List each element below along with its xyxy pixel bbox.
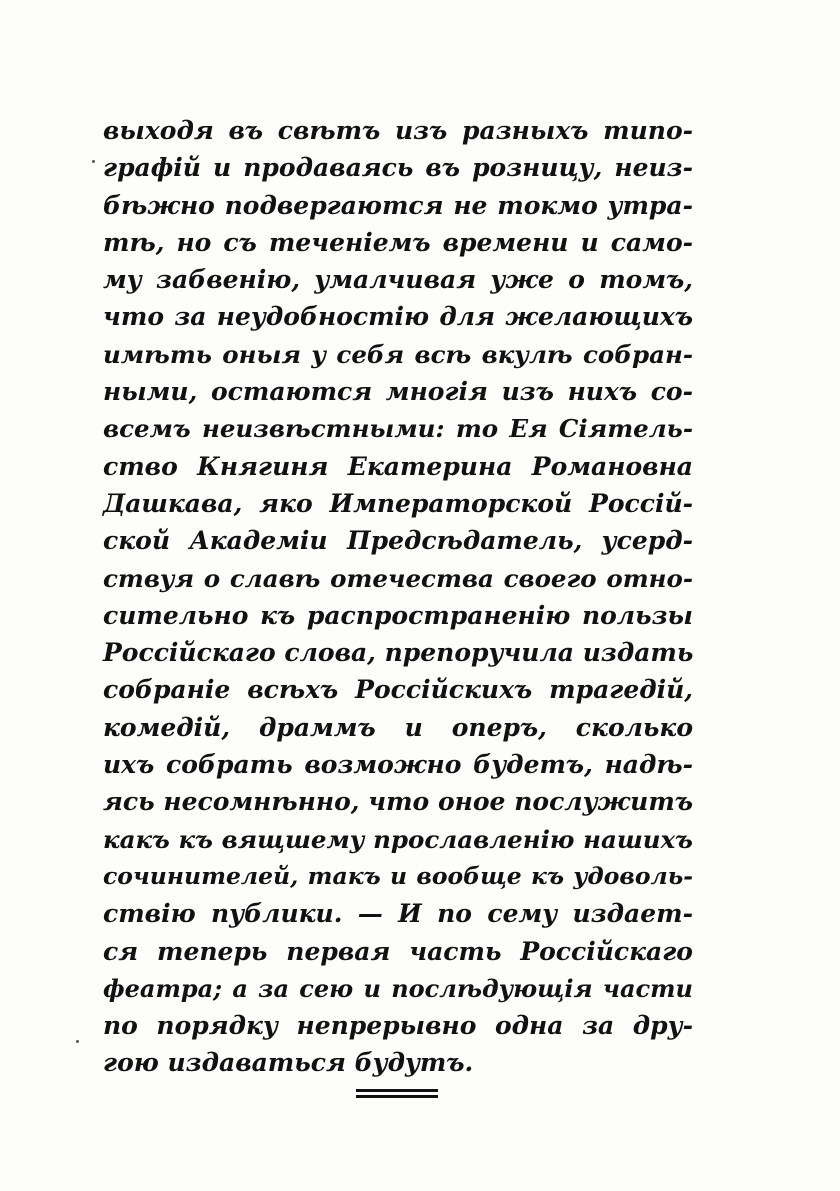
text-line: ствію публики. — И по сему издает- bbox=[103, 899, 693, 929]
text-line: всемъ неизвѣстными: то Ея Сіятель- bbox=[103, 414, 693, 444]
text-line: ихъ собрать возможно будетъ, надѣ- bbox=[103, 750, 693, 780]
ornamental-rule-top bbox=[356, 1089, 438, 1092]
text-line: ными, остаются многія изъ нихъ со- bbox=[103, 377, 693, 407]
text-line: сочинителей, такъ и вообще къ удоволь- bbox=[103, 861, 693, 890]
body-text bbox=[103, 112, 693, 1082]
text-line: комедій, драммъ и оперъ, сколько bbox=[103, 712, 693, 742]
text-line: гою издаваться будутъ. bbox=[103, 1048, 474, 1078]
text-line: феатра; а за сею и послѣдующія части bbox=[103, 973, 693, 1003]
text-line: Дашкава, яко Императорской Россій- bbox=[103, 488, 693, 518]
text-line: тѣ, но съ теченіемъ времени и само- bbox=[103, 227, 693, 257]
text-line: что за неудобностію для желающихъ bbox=[103, 302, 693, 332]
text-line: сительно къ распространенію пользы bbox=[103, 600, 693, 630]
text-line: по порядку непрерывно одна за дру- bbox=[103, 1011, 693, 1041]
text-line: ясь несомнѣнно, что оное послужитъ bbox=[103, 787, 693, 817]
text-line: собраніе всѣхъ Россійскихъ трагедій, bbox=[103, 675, 693, 705]
text-line: Россійскаго слова, препоручила издать bbox=[103, 638, 694, 668]
text-line: графій и продаваясь въ розницу, неиз- bbox=[103, 153, 693, 183]
ornamental-rule-bottom bbox=[356, 1095, 438, 1098]
scan-speck bbox=[92, 160, 95, 163]
text-line: какъ къ вящшему прославленію нашихъ bbox=[103, 824, 693, 854]
text-line: ся теперь первая часть Россійскаго bbox=[103, 936, 693, 966]
text-line: бѣжно подвергаются не токмо утра- bbox=[103, 190, 693, 220]
text-line: ствуя о славѣ отечества своего отно- bbox=[103, 563, 693, 593]
text-line: выходя въ свѣтъ изъ разныхъ типо- bbox=[103, 116, 693, 145]
text-line: му забвенію, умалчивая уже о томъ, bbox=[103, 265, 693, 295]
text-line: ской Академіи Предсѣдатель, усерд- bbox=[103, 526, 693, 556]
text-line: имѣть оныя у себя всѣ вкулѣ собран- bbox=[103, 339, 693, 369]
text-line: ство Княгиня Екатерина Романовна bbox=[103, 451, 693, 481]
scan-speck bbox=[76, 1040, 79, 1043]
